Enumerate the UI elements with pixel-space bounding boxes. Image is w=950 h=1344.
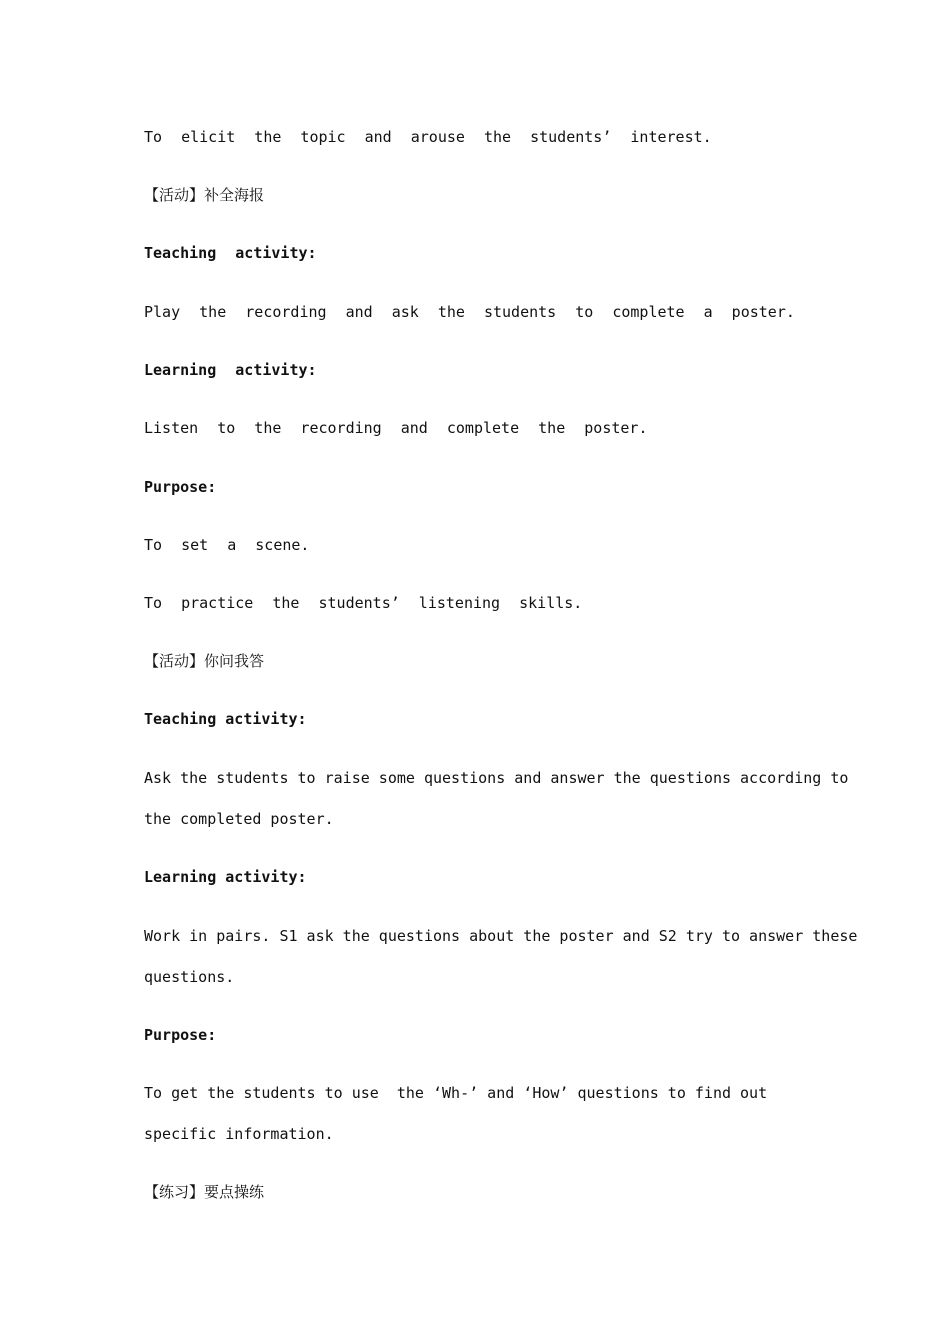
paragraph-listen-recording: Listen to the recording and complete the poster. xyxy=(144,419,648,437)
label-teaching-activity: Teaching activity: xyxy=(144,244,317,262)
section-heading-activity-ask-answer: 【活动】你问我答 xyxy=(144,652,265,670)
paragraph-purpose-elicit-topic: To elicit the topic and arouse the students’ interest. xyxy=(144,128,712,146)
paragraph-raise-questions: Ask the students to raise some questions and answer the questions according to xyxy=(144,769,849,787)
paragraph-wh-how-questions-continued: specific information. xyxy=(144,1125,334,1143)
label-learning-activity: Learning activity: xyxy=(144,868,307,886)
label-purpose: Purpose: xyxy=(144,478,217,496)
paragraph-set-scene: To set a scene. xyxy=(144,536,310,554)
label-learning-activity: Learning activity: xyxy=(144,361,317,379)
label-teaching-activity: Teaching activity: xyxy=(144,710,307,728)
paragraph-raise-questions-continued: the completed poster. xyxy=(144,810,334,828)
section-heading-activity-complete-poster: 【活动】补全海报 xyxy=(144,186,265,204)
paragraph-work-in-pairs-continued: questions. xyxy=(144,968,235,986)
paragraph-wh-how-questions: To get the students to use the ‘Wh-’ and ‘How’ questions to find out xyxy=(144,1084,768,1102)
paragraph-play-recording: Play the recording and ask the students to complete a poster. xyxy=(144,303,795,321)
section-heading-practice-key-points: 【练习】要点操练 xyxy=(144,1183,265,1201)
label-purpose: Purpose: xyxy=(144,1026,217,1044)
paragraph-work-in-pairs: Work in pairs. S1 ask the questions about the poster and S2 try to answer these xyxy=(144,927,858,945)
paragraph-practice-listening: To practice the students’ listening skills. xyxy=(144,594,583,612)
